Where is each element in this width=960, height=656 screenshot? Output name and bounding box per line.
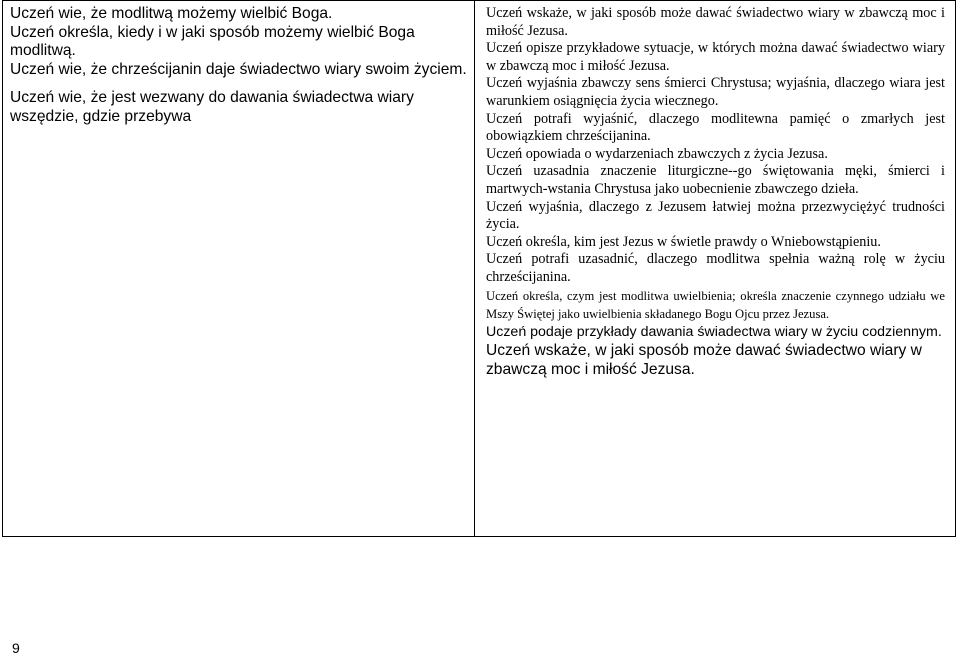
curriculum-table — [2, 0, 956, 537]
right-item-3: Uczeń wyjaśnia zbawczy sens śmierci Chrystusa; wyjaśnia, dlaczego wiara jest warunkiem osiągnięcia życia wiecznego. — [486, 75, 945, 109]
right-item-6: Uczeń uzasadnia znaczenie liturgiczne--go świętowania męki, śmierci i martwych-wstania Chrystusa jako uobecnienie zbawczego dzieła. — [486, 163, 945, 197]
right-item-11: Uczeń podaje przykłady dawania świadectwa wiary w życiu codziennym. — [486, 323, 942, 340]
left-column — [3, 1, 475, 536]
left-item-4: Uczeń wie, że jest wezwany do dawania świadectwa wiary wszędzie, gdzie przebywa — [10, 89, 414, 125]
right-item-2: Uczeń opisze przykładowe sytuacje, w których można dawać świadectwo wiary w zbawczą moc i miłość Jezusa. — [486, 40, 945, 74]
right-item-5: Uczeń opowiada o wydarzeniach zbawczych z życia Jezusa. — [486, 145, 828, 162]
right-item-4: Uczeń potrafi wyjaśnić, dlaczego modlitewna pamięć o zmarłych jest obowiązkiem chrześcijanina. — [486, 110, 945, 145]
right-item-8: Uczeń określa, kim jest Jezus w świetle prawdy o Wniebowstąpieniu. — [486, 233, 881, 250]
page-number: 9 — [12, 640, 20, 656]
left-item-2: Uczeń określa, kiedy i w jaki sposób możemy wielbić Boga modlitwą. — [10, 23, 415, 59]
right-column — [475, 1, 955, 536]
right-item-7: Uczeń wyjaśnia, dlaczego z Jezusem łatwiej można przezwyciężyć trudności życia. — [486, 198, 945, 233]
right-item-9: Uczeń potrafi uzasadnić, dlaczego modlitwa spełnia ważną rolę w życiu chrześcijanina. — [486, 251, 945, 285]
left-item-1: Uczeń wie, że modlitwą możemy wielbić Boga. — [10, 5, 333, 22]
left-item-3: Uczeń wie, że chrześcijanin daje świadectwo wiary swoim życiem. — [10, 60, 467, 78]
right-item-10: Uczeń określa, czym jest modlitwa uwielbienia; określa znaczenie czynnego udziału we Mszy Świętej jako uwielbienia składanego Bogu Ojcu przez Jezusa. — [486, 288, 945, 321]
right-item-12: Uczeń wskaże, w jaki sposób może dawać świadectwo wiary w zbawczą moc i miłość Jezusa. — [486, 341, 922, 378]
right-item-1: Uczeń wskaże, w jaki sposób może dawać świadectwo wiary w zbawczą moc i miłość Jezusa. — [486, 5, 945, 39]
left-gap — [10, 79, 468, 89]
